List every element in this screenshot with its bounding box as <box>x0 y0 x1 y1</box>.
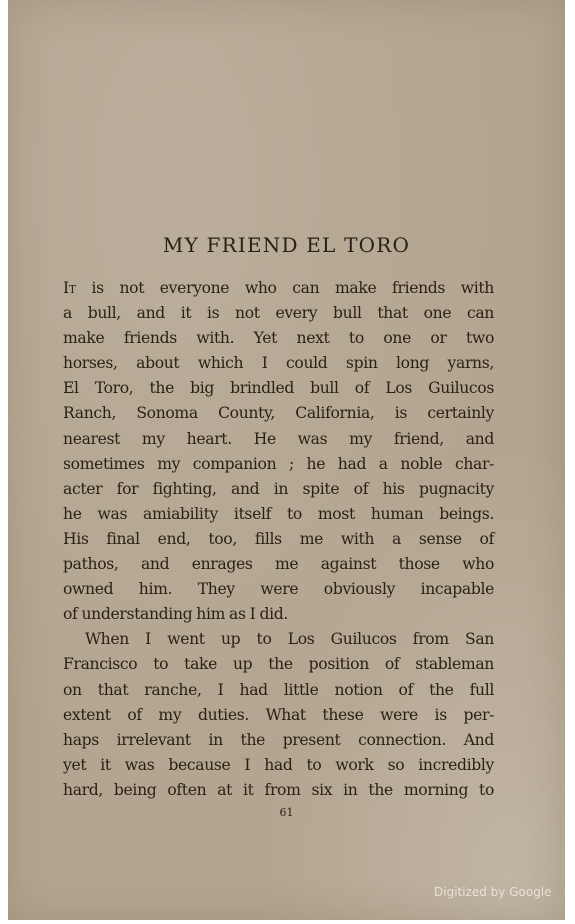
text-line: His final end, too, fills me with a sense of <box>63 529 494 548</box>
text-line: yet it was because I had to work so incredibly <box>63 755 494 774</box>
text-line: Francisco to take up the position of stableman <box>63 655 494 674</box>
book-page <box>8 0 565 920</box>
digitization-watermark: Digitized by Google <box>434 885 552 899</box>
text-line: haps irrelevant in the present connection. And <box>63 730 494 749</box>
chapter-title: MY FRIEND EL TORO <box>162 233 411 257</box>
drop-smallcaps: It <box>63 279 76 297</box>
text-line: hard, being often at it from six in the morning to <box>63 780 494 799</box>
page-number: 61 <box>279 806 294 819</box>
text-line: of understanding him as I did. <box>63 605 288 624</box>
text-line: horses, about which I could spin long yarns, <box>63 354 494 373</box>
text-line: acter for fighting, and in spite of his pugnacity <box>63 479 494 498</box>
text-line: owned him. They were obviously incapable <box>63 580 494 599</box>
text-line: a bull, and it is not every bull that one can <box>63 304 494 323</box>
text-line-rest: is not everyone who can make friends with <box>75 279 494 297</box>
text-line: sometimes my companion ; he had a noble char- <box>63 454 494 473</box>
body-text <box>63 276 494 803</box>
text-line: nearest my heart. He was my friend, and <box>63 429 494 448</box>
text-line: on that ranche, I had little notion of the full <box>63 680 494 699</box>
text-line: El Toro, the big brindled bull of Los Guilucos <box>63 379 494 398</box>
text-line: he was amiability itself to most human beings. <box>63 504 494 523</box>
text-line <box>63 276 494 301</box>
text-line: When I went up to Los Guilucos from San <box>85 630 494 649</box>
text-line: extent of my duties. What these were is per- <box>63 705 494 724</box>
text-line: make friends with. Yet next to one or two <box>63 329 494 348</box>
text-line: pathos, and enrages me against those who <box>63 555 494 574</box>
text-line: Ranch, Sonoma County, California, is certainly <box>63 404 494 423</box>
